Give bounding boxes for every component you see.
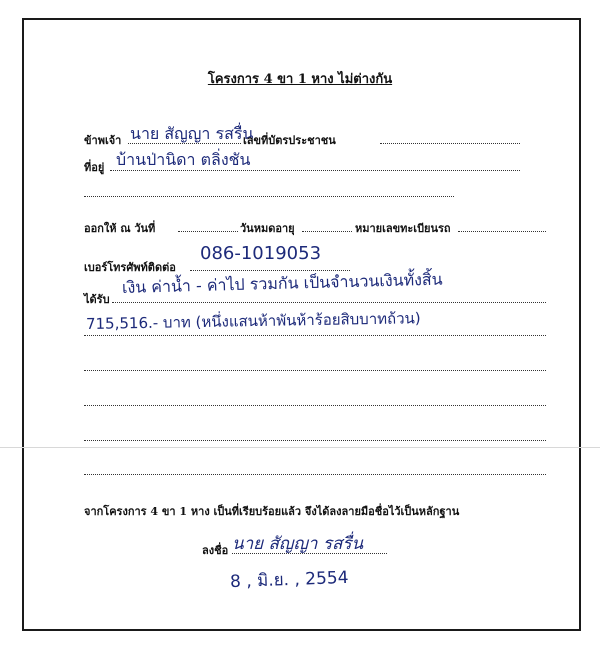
phone-row: [84, 258, 176, 276]
plate-row: [355, 219, 451, 237]
id-line[interactable]: [380, 143, 520, 144]
id-label: เลขที่บัตรประชาชน: [243, 134, 336, 147]
received-line-1: [112, 302, 546, 303]
expiry-label: วันหมดอายุ: [240, 222, 295, 235]
blank-line-4[interactable]: [84, 474, 546, 475]
received-line-2: [84, 335, 546, 336]
issued-line[interactable]: [178, 231, 238, 232]
id-row: [243, 131, 336, 149]
applicant-row: [84, 131, 121, 149]
address-label: ที่อยู่: [84, 161, 105, 174]
address-row: [84, 158, 104, 176]
received-value-1[interactable]: เงิน ค่าน้ำ - ค่าไป รวมกัน เป็นจำนวนเงินทั้งสิ้น: [121, 269, 443, 297]
form-title: โครงการ 4 ขา 1 หาง ไม่ต่างกัน: [207, 72, 393, 87]
issued-label: ออกให้ ณ วันที่: [84, 222, 156, 235]
phone-value[interactable]: 086-1019053: [200, 243, 322, 264]
signature-label: ลงชื่อ: [202, 544, 229, 557]
paper-fold: [0, 447, 600, 448]
expiry-line[interactable]: [302, 231, 352, 232]
phone-label: เบอร์โทรศัพท์ติดต่อ: [84, 261, 176, 274]
applicant-value[interactable]: นาย สัญญา รสรื่น: [130, 124, 254, 143]
footer-statement: จากโครงการ 4 ขา 1 หาง เป็นที่เรียบร้อยแล้ว จึงได้ลงลายมือชื่อไว้เป็นหลักฐาน: [84, 505, 460, 518]
blank-line-1[interactable]: [84, 370, 546, 371]
received-row: [84, 290, 110, 308]
signed-date[interactable]: 8 , มิ.ย. , 2554: [229, 567, 349, 593]
expiry-row: [240, 219, 295, 237]
signature-value[interactable]: นาย สัญญา รสรื่น: [232, 534, 364, 554]
blank-line-2[interactable]: [84, 405, 546, 406]
plate-line[interactable]: [458, 231, 546, 232]
applicant-label: ข้าพเจ้า: [84, 134, 122, 147]
received-label: ได้รับ: [84, 293, 110, 306]
plate-label: หมายเลขทะเบียนรถ: [355, 222, 451, 235]
address-line-2[interactable]: [84, 196, 454, 197]
received-value-2[interactable]: 715,516.- บาท (หนึ่งแสนห้าพันห้าร้อยสิบบาทถ้วน): [85, 309, 421, 333]
blank-line-3[interactable]: [84, 440, 546, 441]
address-value[interactable]: บ้านป่านิดา ตลิ่งชัน: [116, 150, 251, 169]
issued-row: [84, 219, 155, 237]
